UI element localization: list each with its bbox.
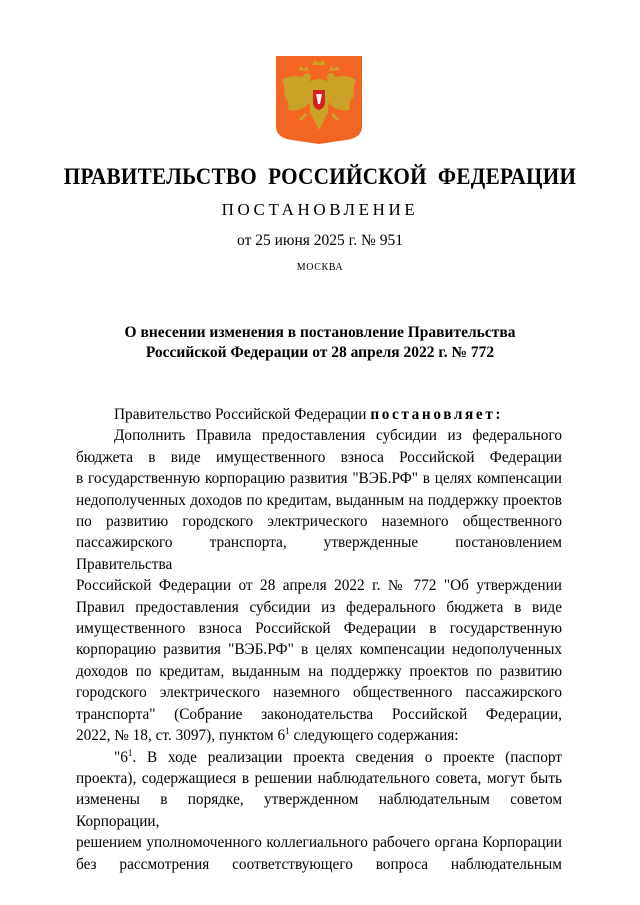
- body-line: [76, 725, 562, 746]
- subject-line-1: О внесении изменения в постановление Правительства: [124, 324, 516, 341]
- body-line: корпорацию развития "ВЭБ.РФ" в целях компенсации недополученных: [76, 641, 562, 659]
- body-line: Дополнить Правила предоставления субсидии из федерального: [114, 427, 562, 445]
- body-text-fragment: следующего содержания:: [289, 727, 459, 745]
- coat-of-arms-icon: [276, 56, 362, 144]
- document-date-number: от 25 июня 2025 г. № 951: [237, 232, 403, 249]
- body-line: имущественного взноса Российской Федерации в государственную: [76, 620, 562, 638]
- preamble-lead: Правительство Российской Федерации: [114, 406, 367, 423]
- body-line: пассажирского транспорта, утвержденные постановлением Правительства: [76, 534, 562, 573]
- body-line: Российской Федерации от 28 апреля 2022 г. № 772 "Об утверждении: [76, 577, 562, 595]
- body-line: бюджета в виде имущественного взноса Российской Федерации: [76, 448, 562, 466]
- superscript: 1: [127, 747, 133, 758]
- document-subject: [80, 323, 560, 363]
- body-line: Правил предоставления субсидии из федерального бюджета в виде: [76, 598, 562, 616]
- body-line: городского электрического наземного общественного пассажирского: [76, 684, 562, 702]
- body-line: проекта), содержащиеся в решении наблюдательного совета, могут быть: [76, 769, 562, 787]
- body-line: транспорта" (Собрание законодательства Российской Федерации,: [76, 705, 562, 723]
- body-line: в государственную корпорацию развития "ВЭБ.РФ" в целях компенсации: [76, 470, 562, 488]
- body-text-fragment: 2022, № 18, ст. 3097), пунктом 6: [76, 727, 286, 745]
- preamble-decrees: постановляет:: [370, 406, 504, 423]
- body-line: доходов по кредитам, выданным на поддержку проектов по развитию: [76, 662, 562, 680]
- superscript: 1: [285, 726, 290, 736]
- body-line: [76, 747, 562, 768]
- body-line: недополученных доходов по кредитам, выданным на поддержку проектов: [76, 491, 562, 509]
- body-line: изменены в порядке, утвержденном наблюдательным советом Корпорации,: [76, 791, 562, 830]
- body-text-fragment: . В ходе реализации проекта сведения о проекте (паспорт: [132, 748, 562, 766]
- preamble: [76, 404, 562, 425]
- document-body: [76, 404, 562, 875]
- body-text-fragment: "6: [114, 748, 128, 766]
- body-line: решением уполномоченного коллегиального рабочего органа Корпорации: [76, 834, 562, 852]
- body-line: по развитию городского электрического наземного общественного: [76, 513, 562, 531]
- government-title: ПРАВИТЕЛЬСТВО РОССИЙСКОЙ ФЕДЕРАЦИИ: [63, 164, 577, 189]
- document-type: ПОСТАНОВЛЕНИЕ: [221, 200, 419, 219]
- body-line: без рассмотрения соответствующего вопроса наблюдательным: [76, 855, 562, 873]
- subject-line-2: Российской Федерации от 28 апреля 2022 г. № 772: [145, 344, 495, 361]
- document-city: МОСКВА: [296, 262, 344, 273]
